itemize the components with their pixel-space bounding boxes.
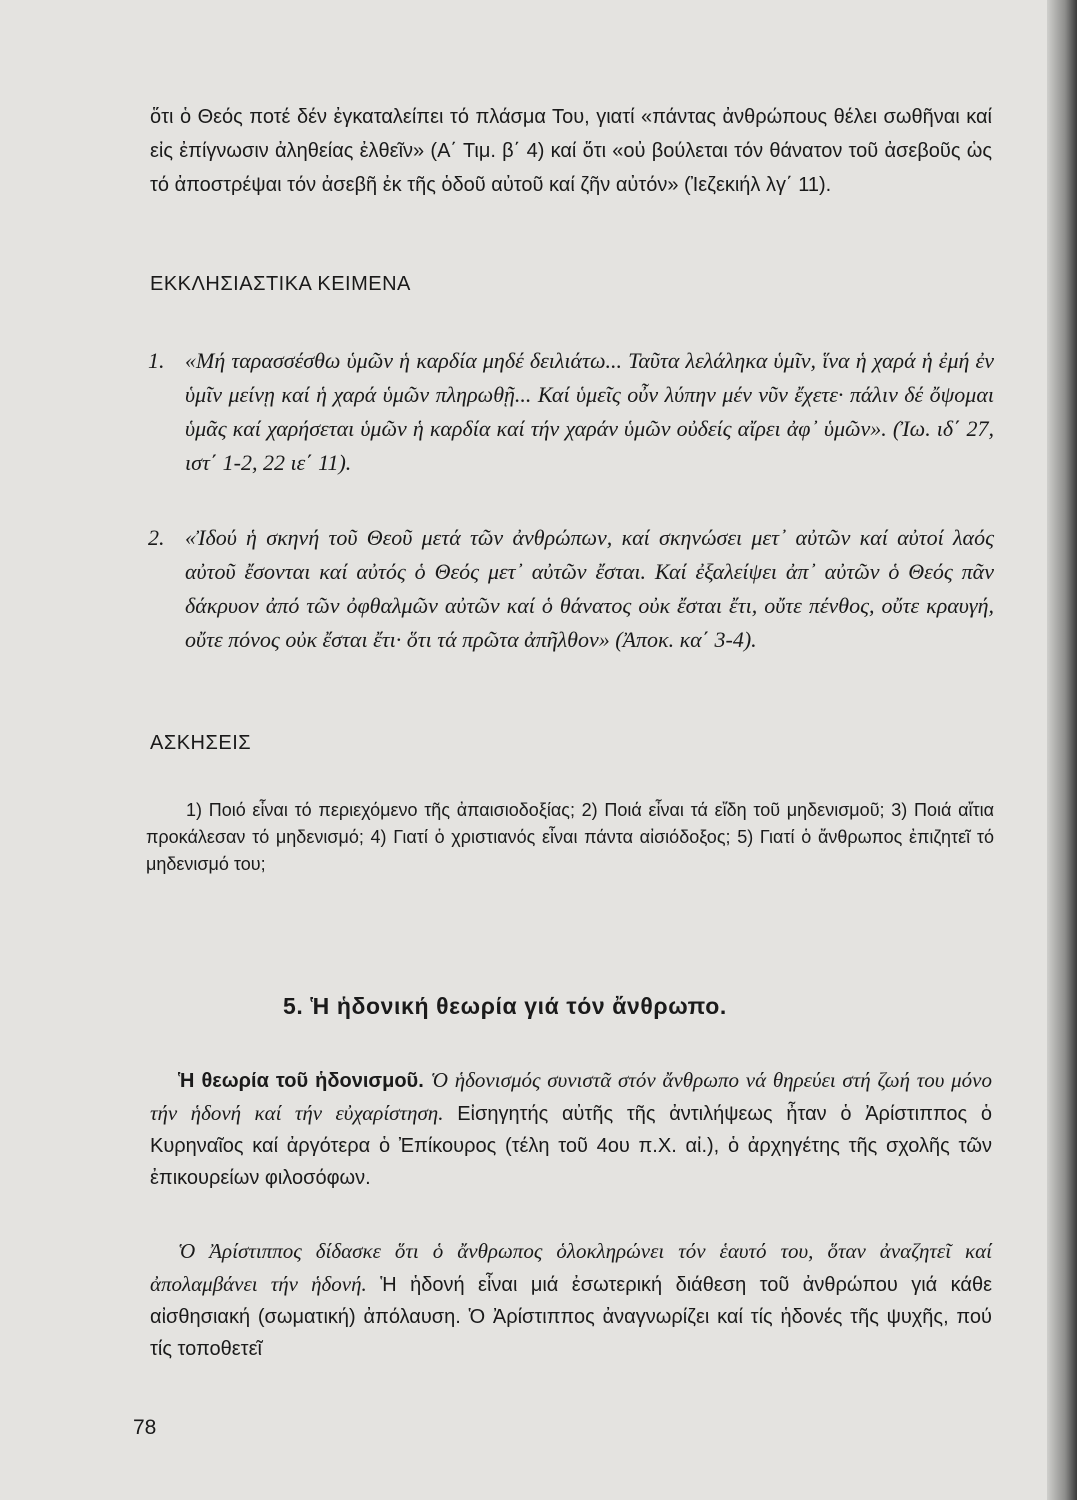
- hedonism-paragraph-2: [150, 1235, 992, 1365]
- quote-number: 2.: [148, 525, 165, 550]
- paragraph-italic: Ὁ ἡδονισμός συνιστᾶ στόν ἄνθρωπο νά θηρεύει στή ζωή του μόνο τήν ἡδονή καί τήν εὐχαρίστηση.: [150, 1068, 992, 1125]
- intro-paragraph: ὅτι ὁ Θεός ποτέ δέν ἐγκαταλείπει τό πλάσμα Του, γιατί «πάντας ἀνθρώπους θέλει σωθῆναι καί εἰς ἐπίγνωσιν ἀληθείας ἐλθεῖν» (Α΄ Τιμ. β΄ 4) καί ὅτι «οὐ βούλεται τόν θάνατον τοῦ ἀσεβοῦς ὡς τό ἀποστρέψαι τόν ἀσεβῆ ἐκ τῆς ὁδοῦ αὐτοῦ καί ζῆν αὐτόν» (Ἰεζεκιήλ λγ΄ 11).: [150, 106, 992, 196]
- paragraph-lead: Ἡ θεωρία τοῦ ἡδονισμοῦ.: [178, 1070, 424, 1092]
- quote-text: «Ἰδού ἡ σκηνή τοῦ Θεοῦ μετά τῶν ἀνθρώπων, καί σκηνώσει μετ᾽ αὐτῶν καί αὐτοί λαός αὐτοῦ ἔσονται καί αὐτός ὁ Θεός μετ᾽ αὐτῶν ἔσται. Καί ἐξαλείψει ἀπ᾽ αὐτῶν ὁ Θεός πᾶν δάκρυον ἀπό τῶν ὀφθαλμῶν αὐτῶν καί ὁ θάνατος οὐκ ἔσται ἔτι, οὔτε πένθος, οὔτε κραυγή, οὔτε πόνος οὐκ ἔσται ἔτι· ὅτι τά πρῶτα ἀπῆλθον» (Ἀποκ. κα΄ 3-4).: [185, 525, 994, 652]
- quote-item: [148, 521, 994, 657]
- paragraph-text: Ἡ ἡδονή εἶναι μιά ἐσωτερική διάθεση τοῦ ἀνθρώπου γιά κάθε αἰσθησιακή (σωματική) ἀπόλαυση. Ὁ Ἀρίστιππος ἀναγνωρίζει καί τίς ἡδονές τῆς ψυχῆς, πού τίς τοποθετεῖ: [150, 1274, 993, 1360]
- page-number: 78: [133, 1416, 157, 1439]
- exercises-heading: ΑΣΚΗΣΕΙΣ: [150, 732, 252, 754]
- hedonism-paragraph-1: [150, 1064, 992, 1194]
- paragraph-text: Εἰσηγητής αὐτῆς τῆς ἀντιλήψεως ἦταν ὁ Ἀρίστιππος ὁ Κυρηναῖος καί ἀργότερα ὁ Ἐπίκουρος (τέλη τοῦ 4ου π.Χ. αἰ.), ὁ ἀρχηγέτης τῆς σχολῆς τῶν ἐπικουρείων φιλοσόφων.: [150, 1103, 992, 1189]
- exercises-text: 1) Ποιό εἶναι τό περιεχόμενο τῆς ἀπαισιοδοξίας; 2) Ποιά εἶναι τά εἴδη τοῦ μηδενισμοῦ; 3) Ποιά αἴτια προκάλεσαν τό μηδενισμό; 4) Γιατί ὁ χριστιανός εἶναι πάντα αἰσιόδοξος; 5) Γιατί ὁ ἄνθρωπος ἐπιζητεῖ τό μηδενισμό του;: [146, 800, 994, 874]
- section-title: 5. Ἡ ἡδονική θεωρία γιά τόν ἄνθρωπο.: [283, 993, 727, 1019]
- paragraph-italic: Ὁ Ἀρίστιππος δίδασκε ὅτι ὁ ἄνθρωπος ὁλοκληρώνει τόν ἑαυτό του, ὅταν ἀναζητεῖ καί ἀπολαμβάνει τήν ἡδονή.: [150, 1239, 992, 1296]
- quote-text: «Μή ταρασσέσθω ὑμῶν ἡ καρδία μηδέ δειλιάτω... Ταῦτα λελάληκα ὑμῖν, ἵνα ἡ χαρά ἡ ἐμή ἐν ὑμῖν μείνῃ καί ἡ χαρά ὑμῶν πληρωθῇ... Καί ὑμεῖς οὖν λύπην μέν νῦν ἔχετε· πάλιν δέ ὄψομαι ὑμᾶς καί χαρήσεται ὑμῶν ἡ καρδία καί τήν χαράν ὑμῶν οὐδείς αἴρει ἀφ᾽ ὑμῶν». (Ἰω. ιδ΄ 27, ιστ΄ 1-2, 22 ιε΄ 11).: [185, 348, 994, 475]
- ecclesiastical-texts-heading: ΕΚΚΛΗΣΙΑΣΤΙΚΑ ΚΕΙΜΕΝΑ: [150, 273, 411, 295]
- quote-number: 1.: [148, 348, 165, 373]
- quote-item: [148, 344, 994, 480]
- page-edge-shadow: [1047, 0, 1077, 1500]
